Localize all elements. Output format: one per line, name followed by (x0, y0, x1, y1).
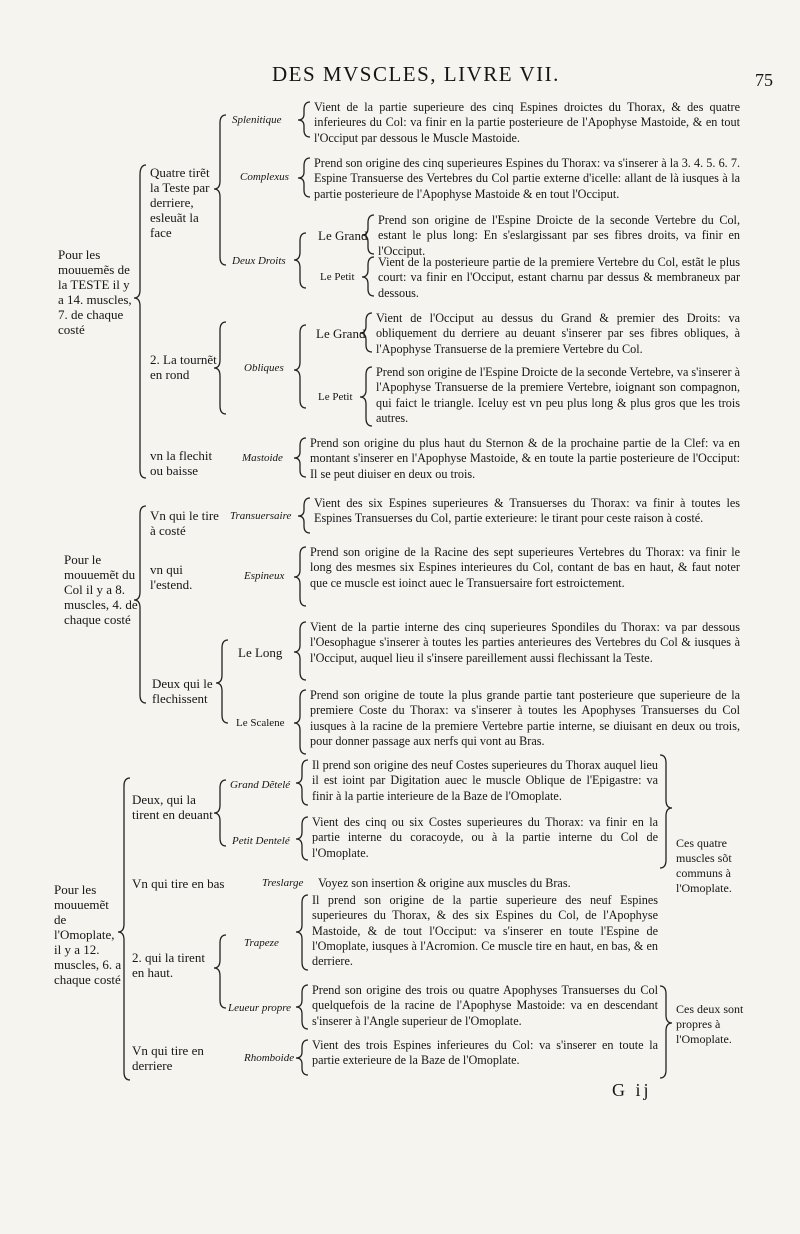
bracket-deux-droits (294, 233, 306, 288)
muscle-splenitique: Splenitique (232, 114, 282, 126)
desc-grand-droit: Prend son origine de l'Espine Droicte de la seconde Vertebre du Col, estant le plus long: En s'eslargissant par ses fibres droits, va finir en l'Occiput. (378, 213, 740, 258)
muscle-long: Le Long (238, 645, 283, 660)
subgroup-deux-haut: 2. qui la tirent en haut. (132, 950, 205, 980)
muscle-grand-oblique: Le Grand (316, 326, 366, 341)
muscle-complexus: Complexus (240, 171, 289, 183)
desc-scalene: Prend son origine de toute la plus grande partie tant posterieure que superieure de la premiere Coste du Thorax: va s'inserer à toutes les Apophyses Transuerses du Col iusques à la racine de la premiere Vertebre partie interne, se diuisant en deux ou trois, pour donner passage aux nerfs qui vont au Bras. (310, 688, 740, 748)
muscle-petit-droit: Le Petit (320, 271, 355, 283)
subgroup-tournent: 2. La tournẽt en rond (150, 352, 217, 382)
subgroup-vn-bas: Vn qui tire en bas (132, 876, 225, 891)
page-number: 75 (755, 70, 773, 90)
group-label-teste: Pour les mouuemẽs de la TESTE il y a 14. muscles, 7. de chaque costé (58, 247, 132, 337)
signature-mark: G ij (612, 1080, 652, 1100)
muscle-petit-oblique: Le Petit (318, 391, 353, 403)
muscle-treslarge: Treslarge (262, 877, 304, 889)
muscle-grand-droit: Le Grand (318, 228, 368, 243)
desc-leueur: Prend son origine des trois ou quatre Apophyses Transuerses du Col quelquefois de la racine de l'Apophyse Mastoide: va en descendant s'inserer à l'Angle superieur de l'Omoplate. (312, 983, 658, 1028)
subgroup-vn-estend: vn qui l'estend. (150, 562, 193, 592)
subgroup-quatre: Quatre tirẽt la Teste par derriere, esleuãt la face (150, 165, 210, 240)
desc-long: Vient de la partie interne des cinq superieures Spondiles du Thorax: va par dessous l'Oesophague s'inserer à toutes les parties anterieures des Vertebres du Col & iusques à l'Occiput, auquel lieu il s'insere pareillement aussi flechissant la Teste. (310, 620, 740, 665)
desc-mastoide: Prend son origine du plus haut du Sternon & de la prochaine partie de la Clef: va en montant s'inserer en l'Apophyse Mastoide, & en toute la partie posterieure de l'Occiput: Il se peut diuiser en deux ou trois. (310, 436, 740, 481)
desc-splenitique: Vient de la partie superieure des cinq Espines droictes du Thorax, & des quatre inferieures du Col: va finir en la partie posterieure de l'Apophyse Mastoide, & en tout l'Occiput par dessous le Muscle Mastoide. (314, 100, 740, 145)
bracket-right-communs (660, 755, 672, 868)
subgroup-deux-devant: Deux, qui la tirent en deuant (132, 792, 213, 822)
desc-treslarge: Voyez son insertion & origine aux muscles du Bras. (318, 876, 571, 890)
muscle-scalene: Le Scalene (236, 717, 285, 729)
note-propres: Ces deux sont propres à l'Omoplate. (676, 1002, 744, 1046)
muscle-leueur: Leueur propre (228, 1002, 292, 1014)
subgroup-vn-coste: Vn qui le tire à costé (150, 508, 219, 538)
desc-grand-dentele: Il prend son origine des neuf Costes superieures du Thorax auquel lieu il est ioint par Digitation auec le muscle Oblique de l'Epigastre: va finir à la partie interieure de la Baze de l'Omoplate. (312, 758, 658, 803)
bracket-obliques-inner (294, 325, 306, 408)
muscle-rhomboide: Rhomboide (244, 1052, 295, 1064)
subgroup-flechit: vn la flechit ou baisse (150, 448, 213, 478)
muscle-petit-dentele: Petit Dentelé (232, 835, 290, 847)
desc-trapeze: Il prend son origine de la partie superieure des neuf Espines superieures du Thorax, & des six Espines du Col, de l'Apophyse Mastoide, & de tout l'Occiput: va s'inserer en toute l'Espine de l'Omoplate, iusques à l'Acromion. Ce muscle tire en haut, en bas, & en derriere. (312, 893, 658, 969)
desc-petit-droit: Vient de la posterieure partie de la premiere Vertebre du Col, estãt le plus court: va finir en l'Occiput, estant charnu par dessus & membraneux par dessous. (378, 255, 740, 300)
desc-petit-dentele: Vient des cinq ou six Costes superieures du Thorax: va finir en la partie interne du coracoyde, ou à la partie interne du Col de l'Omoplate. (312, 815, 658, 860)
muscle-trapeze: Trapeze (244, 937, 279, 949)
group-label-col: Pour le mouuemẽt du Col il y a 8. muscles, 4. de chaque costé (64, 552, 138, 627)
running-header: DES MVSCLES, LIVRE VII. (272, 62, 560, 86)
muscle-deux-droits: Deux Droits (232, 255, 286, 267)
desc-complexus: Prend son origine des cinq superieures Espines du Thorax: va s'inserer à la 3. 4. 5. 6. 7. Espine Transuerse des Vertebres du Col partie externe d'icelle: allant de là iusques à la partie posterieure de l'Apophyse Mastoide & en tout l'Occiput. (314, 156, 740, 201)
muscle-obliques: Obliques (244, 362, 284, 374)
muscle-mastoide: Mastoide (242, 452, 283, 464)
group-label-omoplate: Pour les mouuemẽt de l'Omoplate, il y a 12. muscles, 6. a chaque costé (54, 882, 122, 987)
desc-transuersaire: Vient des six Espines superieures & Transuerses du Thorax: va finir à toutes les Espines Transuerses du Col, partie exterieure: le tirant pour ceste raison à costé. (314, 496, 740, 526)
desc-espineux: Prend son origine de la Racine des sept superieures Vertebres du Thorax: va finir le long des mesmes six Espines interieures du Col, contant de bas en haut, & faut noter que ce muscle est ioinct auec le Transuersaire fort estroictement. (310, 545, 740, 590)
muscle-grand-dentele: Grand Dẽtelé (230, 779, 291, 791)
subgroup-deux-flechissent: Deux qui le flechissent (152, 676, 213, 706)
desc-rhomboide: Vient des trois Espines inferieures du Col: va s'inserer en toute la partie exterieure de la Baze de l'Omoplate. (312, 1038, 658, 1068)
muscle-transuersaire: Transuersaire (230, 510, 292, 522)
bracket-right-propres (660, 986, 672, 1078)
desc-petit-oblique: Prend son origine de l'Espine Droicte de la seconde Vertebre, va s'inserer à l'Apophyse Transuerse de la premiere Vertebre, ioignant son compagnon, qui faict le triangle. Iceluy est vn peu plus long & plus gros que les trois autres. (376, 365, 740, 425)
desc-grand-oblique: Vient de l'Occiput au dessus du Grand & premier des Droits: va obliquement du derriere au deuant s'inserer par ses fibres obliques, à l'Apophyse Transuerse de la premiere Vertebre du Col. (376, 311, 740, 356)
subgroup-vn-derriere: Vn qui tire en derriere (132, 1043, 204, 1073)
note-communs: Ces quatre muscles sõt communs à l'Omoplate. (676, 836, 732, 895)
muscle-espineux: Espineux (244, 570, 285, 582)
